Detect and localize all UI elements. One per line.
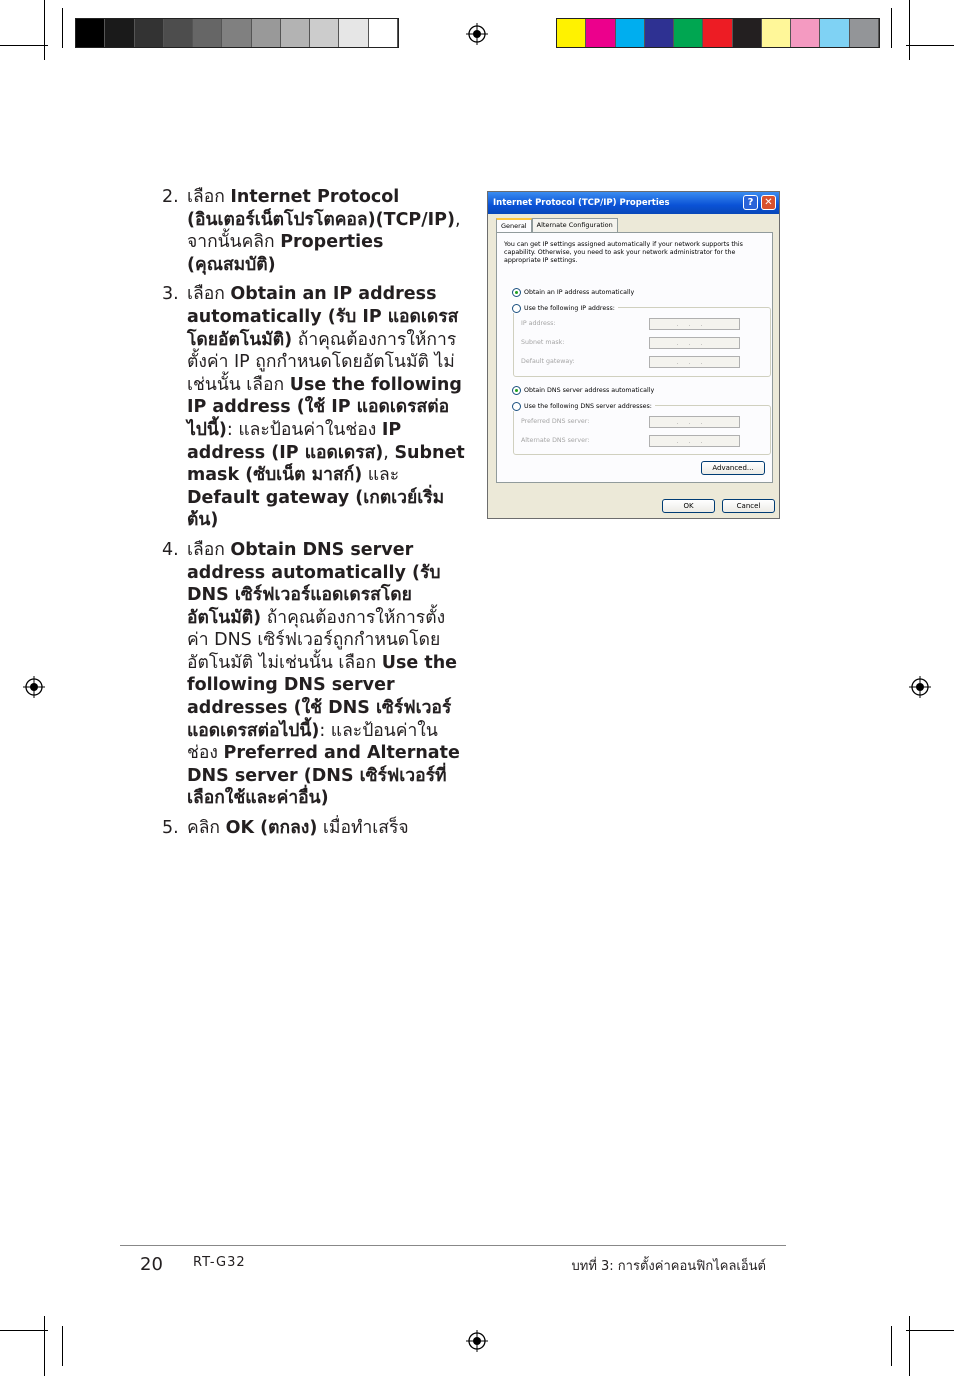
step-emphasis: IP address (IP แอดเดรส)	[187, 419, 402, 463]
gray-swatch	[164, 19, 193, 47]
alternate-dns-field[interactable]: ...	[649, 435, 740, 447]
footer-rule	[120, 1245, 786, 1246]
gray-swatch	[281, 19, 310, 47]
instruction-step	[160, 283, 465, 532]
default-gateway-field[interactable]: ...	[649, 356, 740, 368]
step-text: , จากนั้นคลิก	[187, 209, 461, 253]
tab-alternate-configuration[interactable]: Alternate Configuration	[532, 218, 618, 232]
obtain-ip-radio[interactable]	[512, 288, 634, 297]
step-emphasis: OK (ตกลง)	[225, 818, 318, 839]
dialog-description: You can get IP settings assigned automatically if your network supports this capability. Otherwise, you need to ask your network administrator for the appropriate IP settings.	[504, 241, 743, 265]
obtain-dns-label: Obtain DNS server address automatically	[524, 387, 655, 394]
crop-mark	[891, 8, 892, 48]
radio-unselected-icon	[512, 304, 521, 313]
use-ip-radio[interactable]	[512, 304, 618, 313]
dialog-title-bar	[488, 192, 779, 214]
step-text: : และป้อนค่าในช่อง	[187, 720, 438, 764]
instruction-steps	[160, 186, 465, 847]
registration-mark-icon	[466, 1330, 488, 1352]
color-swatch	[586, 19, 615, 47]
crop-mark	[891, 1326, 892, 1366]
gray-swatch	[222, 19, 251, 47]
tab-general[interactable]: General	[496, 218, 532, 232]
step-text: เลือก	[187, 539, 231, 560]
crop-mark	[62, 1326, 63, 1366]
close-button[interactable]: ✕	[761, 195, 776, 210]
instruction-step	[160, 539, 465, 810]
radio-selected-icon	[512, 386, 521, 395]
color-swatch	[674, 19, 703, 47]
ip-address-label: IP address:	[521, 320, 556, 327]
step-number: 2.	[162, 187, 179, 207]
color-calibration-bar	[556, 18, 880, 48]
step-text: เมื่อทำเสร็จ	[317, 818, 409, 839]
crop-mark	[44, 1316, 45, 1376]
page-number: 20	[140, 1254, 163, 1275]
gray-swatch	[252, 19, 281, 47]
crop-mark	[909, 1316, 910, 1376]
step-emphasis: Use the following IP address (ใช้ IP แอดเดรสต่อไปนี้)	[187, 374, 462, 440]
color-swatch	[733, 19, 762, 47]
footer-model: RT-G32	[193, 1255, 246, 1270]
dialog-tabs	[496, 218, 618, 232]
crop-mark	[0, 1330, 48, 1331]
step-number: 4.	[162, 539, 179, 560]
help-button[interactable]: ?	[743, 195, 758, 210]
grayscale-calibration-bar	[75, 18, 399, 48]
tcpip-properties-dialog	[487, 191, 780, 519]
crop-mark	[909, 0, 910, 60]
step-text: คลิก	[187, 818, 226, 839]
registration-mark-icon	[466, 23, 488, 45]
gray-swatch	[369, 19, 398, 47]
step-text: ถ้าคุณต้องการให้การตั้งค่า DNS เซิร์ฟเวอร์ถูกกำหนดโดยอัตโนมัติ ไม่เช่นนั้น เลือก	[187, 607, 446, 673]
use-dns-radio[interactable]	[512, 402, 655, 411]
step-emphasis: Obtain an IP address automatically (รับ IP แอดเดรสโดยอัตโนมัติ)	[187, 284, 459, 350]
registration-mark-icon	[909, 676, 931, 698]
step-emphasis: Obtain DNS server address automatically (รับ DNS เซิร์ฟเวอร์แอดเดรสโดยอัตโนมัติ)	[187, 539, 441, 628]
step-text: ,	[383, 442, 395, 463]
crop-mark	[0, 45, 48, 46]
use-ip-label: Use the following IP address:	[524, 305, 615, 312]
step-text: ถ้าคุณต้องการให้การตั้งค่า IP ถูกกำหนดโดยอัตโนมัติ ไม่เช่นนั้น เลือก	[187, 329, 457, 395]
step-number: 5.	[162, 818, 179, 839]
color-swatch	[557, 19, 586, 47]
step-emphasis: Preferred and Alternate DNS server (DNS เซิร์ฟเวอร์ที่เลือกใช้และค่าอื่น)	[187, 743, 460, 809]
crop-mark	[44, 0, 45, 60]
color-swatch	[791, 19, 820, 47]
subnet-mask-label: Subnet mask:	[521, 339, 565, 346]
use-dns-label: Use the following DNS server addresses:	[524, 403, 652, 410]
instruction-step	[160, 817, 465, 840]
alternate-dns-label: Alternate DNS server:	[521, 437, 590, 444]
default-gateway-label: Default gateway:	[521, 358, 575, 365]
ip-address-field[interactable]: ...	[649, 318, 740, 330]
radio-selected-icon	[512, 288, 521, 297]
step-text: เลือก	[187, 187, 231, 207]
registration-mark-icon	[23, 676, 45, 698]
color-swatch	[762, 19, 791, 47]
dns-server-group	[513, 405, 771, 455]
dialog-title: Internet Protocol (TCP/IP) Properties	[493, 198, 670, 208]
cancel-button[interactable]: Cancel	[722, 499, 775, 513]
step-emphasis: Properties (คุณสมบัติ)	[187, 232, 384, 275]
preferred-dns-field[interactable]: ...	[649, 416, 740, 428]
color-swatch	[820, 19, 849, 47]
step-emphasis: Use the following DNS server addresses (ใช้ DNS เซิร์ฟเวอร์แอดเดรสต่อไปนี้)	[187, 652, 458, 741]
ip-address-group	[513, 307, 771, 377]
crop-mark	[62, 8, 63, 48]
step-text: : และป้อนค่าในช่อง	[226, 419, 382, 440]
subnet-mask-field[interactable]: ...	[649, 337, 740, 349]
gray-swatch	[105, 19, 134, 47]
radio-unselected-icon	[512, 402, 521, 411]
ok-button[interactable]: OK	[662, 499, 715, 513]
color-swatch	[850, 19, 879, 47]
step-text: เลือก	[187, 284, 231, 305]
step-emphasis: Default gateway (เกตเวย์เริ่มต้น)	[187, 487, 445, 531]
step-number: 3.	[162, 284, 179, 305]
preferred-dns-label: Preferred DNS server:	[521, 418, 590, 425]
gray-swatch	[76, 19, 105, 47]
color-swatch	[616, 19, 645, 47]
gray-swatch	[310, 19, 339, 47]
general-panel	[496, 232, 773, 483]
gray-swatch	[339, 19, 368, 47]
step-emphasis: Internet Protocol (อินเตอร์เน็ตโปรโตคอล)(TCP/IP)	[187, 187, 455, 230]
gray-swatch	[193, 19, 222, 47]
color-swatch	[703, 19, 732, 47]
color-swatch	[645, 19, 674, 47]
step-text: และ	[362, 465, 400, 486]
step-emphasis: Subnet mask (ซับเน็ต มาสก์)	[187, 442, 465, 486]
obtain-dns-radio[interactable]	[512, 386, 654, 395]
footer-chapter-title: บทที่ 3: การตั้งค่าคอนฟิกไคลเอ็นต์	[571, 1259, 766, 1274]
advanced-button[interactable]: Advanced...	[701, 461, 765, 475]
obtain-ip-label: Obtain an IP address automatically	[524, 289, 635, 296]
gray-swatch	[135, 19, 164, 47]
instruction-step	[160, 186, 465, 276]
crop-mark	[906, 45, 954, 46]
crop-mark	[906, 1330, 954, 1331]
